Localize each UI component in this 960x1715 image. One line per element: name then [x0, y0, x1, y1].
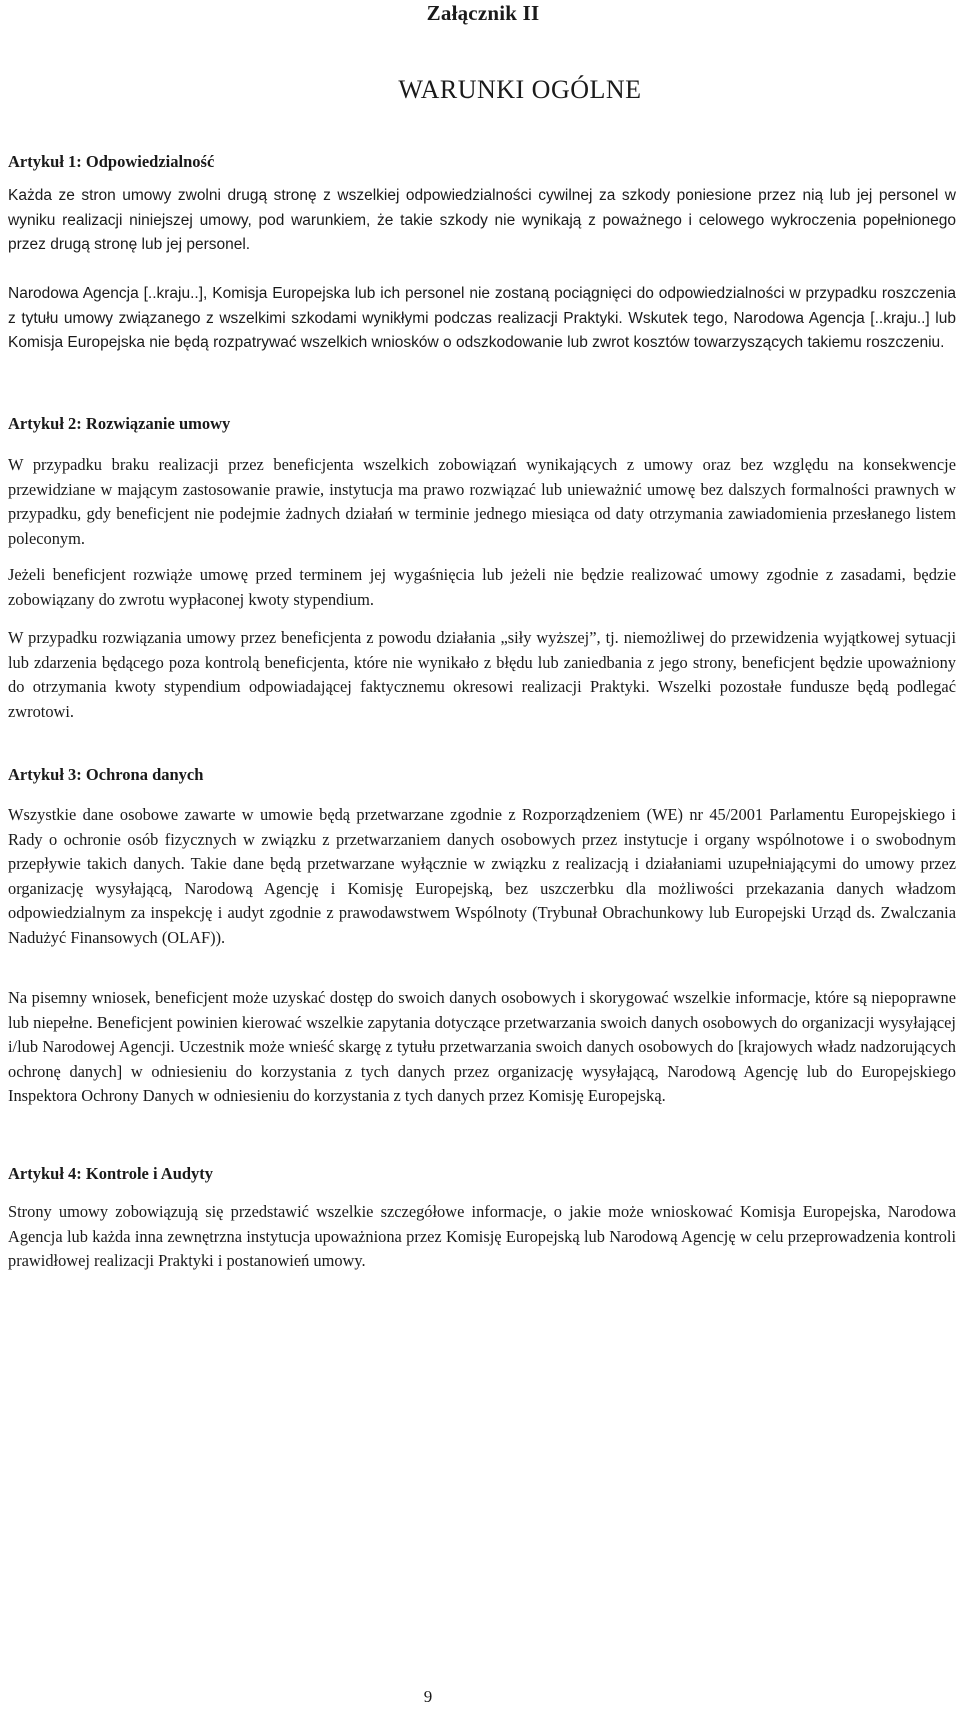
paragraph: Wszystkie dane osobowe zawarte w umowie będą przetwarzane zgodnie z Rozporządzeniem (WE) nr 45/2001 Parlamentu Europejskiego i Rady o ochronie osób fizycznych w związku z przetwarzaniem danych osobowych przez instytucje i organy wspólnotowe i o swobodnym przepływie takich danych. Takie dane będą przetwarzane wyłącznie w związku z realizacją i działaniami uzupełniającymi do umowy przez organizację wysyłającą, Narodową Agencję i Komisję Europejską, bez uszczerbku dla możliwości przekazania danych władzom odpowiedzialnym za inspekcję i audyt zgodnie z prawodawstwem Wspólnoty (Trybunał Obrachunkowy lub Europejski Urząd ds. Zwalczania Nadużyć Finansowych (OLAF)). — [8, 805, 956, 947]
article-4-heading: Artykuł 4: Kontrole i Audyty — [8, 1164, 214, 1183]
paragraph: Strony umowy zobowiązują się przedstawić wszelkie szczegółowe informacje, o jakie może wnioskować Komisja Europejska, Narodowa Agencja lub każda inna zewnętrzna instytucja upoważniona przez Komisję Europejską lub Narodową Agencję w celu przeprowadzenia kontroli prawidłowej realizacji Praktyki i postanowień umowy. — [8, 1202, 956, 1270]
page-number: 9 — [423, 1687, 433, 1706]
article-1-heading: Artykuł 1: Odpowiedzialność — [8, 152, 215, 171]
paragraph: W przypadku braku realizacji przez beneficjenta wszelkich zobowiązań wynikających z umowy oraz bez względu na konsekwencje przewidziane w mającym zastosowanie prawie, instytucja ma prawo rozwiązać lub unieważnić umowę bez dalszych formalności prawnych w przypadku, gdy beneficjent nie podejmie żadnych działań w terminie jednego miesiąca od daty otrzymania zawiadomienia przesłanego listem poleconym. — [8, 455, 956, 548]
article-4-paragraph-1 — [8, 1200, 956, 1274]
article-1-paragraph-1 — [8, 184, 956, 258]
article-2-paragraph-1 — [8, 453, 956, 551]
paragraph: Na pisemny wniosek, beneficjent może uzyskać dostęp do swoich danych osobowych i skorygować wszelkie informacje, które są niepoprawne lub niepełne. Beneficjent powinien kierować wszelkie zapytania dotyczące przetwarzania swoich danych osobowych do organizacji wysyłającej i/lub Narodowej Agencji. Uczestnik może wnieść skargę z tytułu przetwarzania swoich danych osobowych do [krajowych władz nadzorujących ochronę danych] w odniesieniu do korzystania z tych danych przez organizację wysyłającą, Narodową Agencję lub do Europejskiego Inspektora Ochrony Danych w odniesieniu do korzystania z tych danych przez Komisję Europejską. — [8, 988, 956, 1105]
article-3 — [8, 764, 956, 786]
article-1-paragraph-2 — [8, 282, 956, 356]
annex-title: Załącznik II — [426, 1, 540, 25]
article-3-paragraph-2 — [8, 986, 956, 1109]
paragraph: W przypadku rozwiązania umowy przez beneficjenta z powodu działania „siły wyższej”, tj. niemożliwej do przewidzenia wyjątkowej sytuacji lub zdarzenia będącego poza kontrolą beneficjenta, które nie wynikało z błędu lub zaniedbania z jego strony, beneficjent będzie upoważniony do otrzymania kwoty stypendium odpowiadającej faktycznemu okresowi realizacji Praktyki. Wszelki pozostałe fundusze będą podlegać zwrotowi. — [8, 628, 956, 721]
article-2-paragraph-2 — [8, 563, 956, 612]
paragraph: Narodowa Agencja [..kraju..], Komisja Europejska lub ich personel nie zostaną pociągnięci do odpowiedzialności w przypadku roszczenia z tytułu umowy związanego z wszelkimi szkodami wynikłymi podczas realizacji Praktyki. Wskutek tego, Narodowa Agencja [..kraju..] lub Komisja Europejska nie będą rozpatrywać wszelkich wniosków o odszkodowanie lub zwrot kosztów towarzyszących takiemu roszczeniu. — [8, 285, 956, 351]
article-3-paragraph-1 — [8, 803, 956, 950]
article-2-heading: Artykuł 2: Rozwiązanie umowy — [8, 414, 231, 433]
paragraph: Każda ze stron umowy zwolni drugą stronę z wszelkiej odpowiedzialności cywilnej za szkody poniesione przez nią lub jej personel w wyniku realizacji niniejszej umowy, pod warunkiem, że takie szkody nie wynikają z poważnego i celowego wykroczenia popełnionego przez drugą stronę lub jej personel. — [8, 187, 956, 253]
document-title: WARUNKI OGÓLNE — [398, 75, 642, 104]
article-2 — [8, 413, 956, 435]
article-4 — [8, 1163, 956, 1185]
article-1 — [8, 151, 956, 173]
article-2-paragraph-3 — [8, 626, 956, 724]
document-page — [8, 0, 958, 1270]
paragraph: Jeżeli beneficjent rozwiąże umowę przed terminem jej wygaśnięcia lub jeżeli nie będzie realizować umowy zgodnie z zasadami, będzie zobowiązany do zwrotu wypłaconej kwoty stypendium. — [8, 565, 956, 609]
article-3-heading: Artykuł 3: Ochrona danych — [8, 765, 204, 784]
